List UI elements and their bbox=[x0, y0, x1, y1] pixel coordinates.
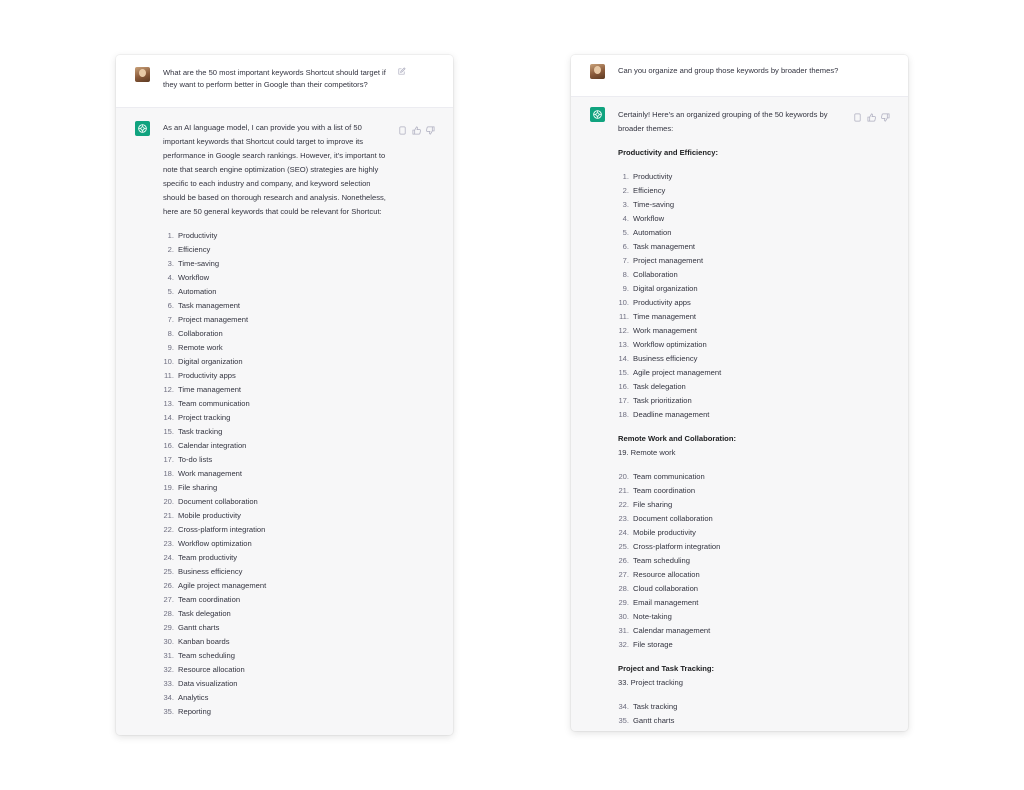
copy-icon[interactable] bbox=[853, 109, 862, 118]
list-item-number: 5. bbox=[622, 228, 629, 237]
list-item bbox=[163, 439, 393, 453]
list-item bbox=[618, 226, 848, 240]
list-item-number: 17. bbox=[618, 396, 629, 405]
list-item-text: Gantt charts bbox=[178, 623, 220, 632]
list-item-number: 32. bbox=[163, 665, 174, 674]
list-item-text: Task delegation bbox=[633, 382, 686, 391]
list-item bbox=[163, 579, 393, 593]
list-item bbox=[163, 243, 393, 257]
list-item-number: 32. bbox=[618, 640, 629, 649]
list-item-text: Team communication bbox=[178, 399, 250, 408]
list-item-number: 22. bbox=[618, 500, 629, 509]
list-item bbox=[618, 380, 848, 394]
list-item bbox=[163, 397, 393, 411]
list-item-number: 30. bbox=[618, 612, 629, 621]
list-item-number: 23. bbox=[618, 514, 629, 523]
keyword-list-remote-work bbox=[618, 470, 848, 652]
list-item-text: Task tracking bbox=[633, 702, 678, 711]
list-item-text: To-do lists bbox=[178, 455, 213, 464]
chat-card-left bbox=[116, 55, 453, 735]
assistant-logo-icon bbox=[590, 107, 605, 122]
list-item-text: Workflow bbox=[178, 273, 210, 282]
keyword-list bbox=[163, 229, 393, 719]
list-item-text: Automation bbox=[633, 228, 672, 237]
list-item bbox=[618, 582, 848, 596]
list-item-text: Cross-platform integration bbox=[633, 542, 721, 551]
list-item bbox=[618, 554, 848, 568]
list-item bbox=[618, 408, 848, 422]
list-item bbox=[618, 296, 848, 310]
list-item-number: 13. bbox=[163, 399, 174, 408]
list-item-text: Email management bbox=[633, 598, 699, 607]
list-item-number: 25. bbox=[618, 542, 629, 551]
list-item-number: 17. bbox=[163, 455, 174, 464]
list-item-text: Team scheduling bbox=[178, 651, 235, 660]
list-item-text: Project management bbox=[178, 315, 249, 324]
list-item-text: Team productivity bbox=[178, 553, 238, 562]
list-item-number: 35. bbox=[618, 716, 629, 725]
list-item-text: Project tracking bbox=[178, 413, 231, 422]
message-actions bbox=[853, 109, 890, 118]
assistant-message bbox=[618, 108, 848, 728]
section-heading-remote-work: Remote Work and Collaboration: bbox=[618, 434, 736, 443]
list-item bbox=[618, 540, 848, 554]
assistant-logo-icon bbox=[135, 121, 150, 136]
list-item bbox=[163, 285, 393, 299]
list-item-number: 31. bbox=[163, 651, 174, 660]
list-item bbox=[618, 638, 848, 652]
section-heading-productivity: Productivity and Efficiency: bbox=[618, 148, 719, 157]
thumbs-up-icon[interactable] bbox=[867, 109, 876, 118]
list-item bbox=[163, 299, 393, 313]
list-item-number: 23. bbox=[163, 539, 174, 548]
list-item-text: Time-saving bbox=[633, 200, 675, 209]
list-item-number: 34. bbox=[618, 702, 629, 711]
list-item bbox=[618, 596, 848, 610]
list-item-number: 18. bbox=[163, 469, 174, 478]
list-item bbox=[618, 526, 848, 540]
list-item-number: 16. bbox=[618, 382, 629, 391]
list-item-text: Team communication bbox=[633, 472, 705, 481]
list-item bbox=[163, 621, 393, 635]
list-item-text: Cross-platform integration bbox=[178, 525, 266, 534]
list-item-number: 7. bbox=[622, 256, 629, 265]
list-item bbox=[163, 369, 393, 383]
list-item bbox=[618, 366, 848, 380]
list-item bbox=[618, 470, 848, 484]
list-item-text: Productivity bbox=[178, 231, 218, 240]
list-item-inline: 33. Project tracking bbox=[618, 678, 683, 687]
list-item-number: 29. bbox=[618, 598, 629, 607]
list-item-number: 18. bbox=[618, 410, 629, 419]
list-item-text: Team scheduling bbox=[633, 556, 690, 565]
list-item bbox=[163, 257, 393, 271]
list-item-text: Team coordination bbox=[633, 486, 696, 495]
section-heading-project-tracking: Project and Task Tracking: bbox=[618, 664, 715, 673]
list-item-number: 4. bbox=[622, 214, 629, 223]
list-item-number: 27. bbox=[163, 595, 174, 604]
list-item-number: 3. bbox=[167, 259, 174, 268]
list-item-number: 27. bbox=[618, 570, 629, 579]
list-item-number: 31. bbox=[618, 626, 629, 635]
list-item-number: 24. bbox=[163, 553, 174, 562]
list-item-number: 14. bbox=[618, 354, 629, 363]
list-item-text: Collaboration bbox=[633, 270, 678, 279]
list-item bbox=[163, 495, 393, 509]
user-avatar bbox=[135, 67, 150, 82]
list-item bbox=[618, 624, 848, 638]
list-item-number: 34. bbox=[163, 693, 174, 702]
list-item bbox=[163, 649, 393, 663]
list-item-number: 35. bbox=[163, 707, 174, 716]
list-item bbox=[618, 568, 848, 582]
list-item-text: Resource allocation bbox=[178, 665, 245, 674]
list-item-text: Team coordination bbox=[178, 595, 241, 604]
list-item bbox=[163, 551, 393, 565]
list-item-text: File sharing bbox=[633, 500, 673, 509]
list-item bbox=[618, 170, 848, 184]
list-item-number: 9. bbox=[622, 284, 629, 293]
list-item bbox=[163, 271, 393, 285]
assistant-message bbox=[163, 121, 393, 719]
list-item-text: Productivity apps bbox=[633, 298, 691, 307]
list-item-number: 2. bbox=[622, 186, 629, 195]
list-item-text: Kanban boards bbox=[178, 637, 230, 646]
list-item-number: 30. bbox=[163, 637, 174, 646]
list-item-text: Workflow optimization bbox=[178, 539, 252, 548]
list-item bbox=[163, 607, 393, 621]
edit-icon[interactable] bbox=[397, 67, 406, 76]
list-item bbox=[618, 338, 848, 352]
user-message bbox=[116, 55, 453, 108]
chat-card-right bbox=[571, 55, 908, 731]
list-item bbox=[163, 523, 393, 537]
list-item-text: Digital organization bbox=[178, 357, 243, 366]
list-item-number: 3. bbox=[622, 200, 629, 209]
answer-intro: As an AI language model, I can provide you with a list of 50 important keywords that Shortcut could target to improve its performance in Google search rankings. However, it's important to note that search engine optimization (SEO) strategies are highly specific to each industry and company, and keyword selection should be based on thorough research and analysis. Nonetheless, here are 50 general keywords that could be relevant for Shortcut: bbox=[163, 123, 386, 216]
list-item-text: Efficiency bbox=[178, 245, 211, 254]
message-actions bbox=[398, 122, 435, 131]
list-item-text: Note-taking bbox=[633, 612, 672, 621]
list-item-number: 6. bbox=[622, 242, 629, 251]
answer-intro: Certainly! Here's an organized grouping of the 50 keywords by broader themes: bbox=[618, 110, 828, 133]
list-item-text: Task management bbox=[633, 242, 696, 251]
list-item-number: 26. bbox=[618, 556, 629, 565]
list-item bbox=[618, 610, 848, 624]
list-item-number: 28. bbox=[163, 609, 174, 618]
list-item bbox=[618, 184, 848, 198]
list-item-text: Time management bbox=[633, 312, 697, 321]
list-item bbox=[618, 212, 848, 226]
list-item-text: Gantt charts bbox=[633, 716, 675, 725]
list-item bbox=[163, 705, 393, 719]
user-avatar bbox=[590, 64, 605, 79]
list-item bbox=[618, 268, 848, 282]
list-item-number: 21. bbox=[163, 511, 174, 520]
list-item-text: Deadline management bbox=[633, 410, 710, 419]
list-item-text: Mobile productivity bbox=[178, 511, 241, 520]
list-item-text: Calendar management bbox=[633, 626, 711, 635]
list-item-number: 7. bbox=[167, 315, 174, 324]
list-item-text: Resource allocation bbox=[633, 570, 700, 579]
list-item-number: 9. bbox=[167, 343, 174, 352]
list-item-text: Productivity bbox=[633, 172, 673, 181]
list-item-text: Workflow bbox=[633, 214, 665, 223]
list-item-number: 10. bbox=[618, 298, 629, 307]
list-item-number: 11. bbox=[164, 371, 174, 380]
list-item-number: 12. bbox=[163, 385, 174, 394]
list-item-text: Productivity apps bbox=[178, 371, 236, 380]
list-item bbox=[163, 453, 393, 467]
list-item-number: 20. bbox=[618, 472, 629, 481]
list-item-number: 33. bbox=[163, 679, 174, 688]
list-item-number: 10. bbox=[163, 357, 174, 366]
list-item-text: Work management bbox=[633, 326, 698, 335]
list-item-text: Time-saving bbox=[178, 259, 220, 268]
list-item bbox=[163, 425, 393, 439]
list-item-text: Efficiency bbox=[633, 186, 666, 195]
list-item bbox=[163, 565, 393, 579]
list-item-number: 29. bbox=[163, 623, 174, 632]
list-item-text: Analytics bbox=[178, 693, 209, 702]
list-item bbox=[618, 700, 848, 714]
list-item-text: Work management bbox=[178, 469, 243, 478]
list-item bbox=[163, 481, 393, 495]
list-item bbox=[618, 324, 848, 338]
list-item-number: 14. bbox=[163, 413, 174, 422]
list-item-text: Cloud collaboration bbox=[633, 584, 699, 593]
list-item-text: Mobile productivity bbox=[633, 528, 696, 537]
list-item bbox=[618, 310, 848, 324]
list-item-number: 8. bbox=[622, 270, 629, 279]
list-item bbox=[163, 467, 393, 481]
list-item bbox=[163, 509, 393, 523]
list-item-text: Digital organization bbox=[633, 284, 698, 293]
list-item-number: 5. bbox=[167, 287, 174, 296]
copy-icon[interactable] bbox=[398, 122, 407, 131]
list-item bbox=[618, 498, 848, 512]
list-item-number: 19. bbox=[163, 483, 174, 492]
list-item bbox=[163, 635, 393, 649]
list-item bbox=[618, 254, 848, 268]
list-item-text: File sharing bbox=[178, 483, 218, 492]
list-item-text: Project management bbox=[633, 256, 704, 265]
thumbs-up-icon[interactable] bbox=[412, 122, 421, 131]
list-item-text: Document collaboration bbox=[633, 514, 713, 523]
list-item-text: Collaboration bbox=[178, 329, 223, 338]
list-item bbox=[618, 394, 848, 408]
list-item-number: 28. bbox=[618, 584, 629, 593]
list-item-text: Reporting bbox=[178, 707, 211, 716]
list-item-number: 1. bbox=[167, 231, 174, 240]
user-message bbox=[571, 55, 908, 97]
list-item-number: 24. bbox=[618, 528, 629, 537]
list-item-number: 13. bbox=[618, 340, 629, 349]
list-item-number: 15. bbox=[163, 427, 174, 436]
list-item bbox=[163, 537, 393, 551]
list-item bbox=[163, 313, 393, 327]
list-item-text: Task management bbox=[178, 301, 241, 310]
list-item-text: Time management bbox=[178, 385, 242, 394]
list-item-number: 4. bbox=[167, 273, 174, 282]
list-item bbox=[163, 327, 393, 341]
list-item-text: Agile project management bbox=[178, 581, 267, 590]
list-item-number: 2. bbox=[167, 245, 174, 254]
list-item-number: 20. bbox=[163, 497, 174, 506]
list-item bbox=[163, 229, 393, 243]
list-item bbox=[618, 282, 848, 296]
list-item-text: Document collaboration bbox=[178, 497, 258, 506]
keyword-list-project-tracking bbox=[618, 700, 848, 728]
list-item bbox=[618, 512, 848, 526]
list-item bbox=[618, 484, 848, 498]
list-item-inline: 19. Remote work bbox=[618, 448, 676, 457]
list-item-number: 6. bbox=[167, 301, 174, 310]
list-item bbox=[618, 198, 848, 212]
thumbs-down-icon[interactable] bbox=[426, 122, 435, 131]
list-item-text: Task tracking bbox=[178, 427, 223, 436]
list-item bbox=[618, 352, 848, 366]
list-item-text: Workflow optimization bbox=[633, 340, 707, 349]
list-item-number: 21. bbox=[618, 486, 629, 495]
list-item-number: 8. bbox=[167, 329, 174, 338]
list-item-text: Remote work bbox=[178, 343, 223, 352]
list-item-text: Agile project management bbox=[633, 368, 722, 377]
list-item-number: 1. bbox=[622, 172, 629, 181]
list-item-text: Data visualization bbox=[178, 679, 238, 688]
list-item-text: Calendar integration bbox=[178, 441, 247, 450]
list-item-text: Business efficiency bbox=[633, 354, 698, 363]
list-item bbox=[163, 355, 393, 369]
list-item bbox=[618, 714, 848, 728]
list-item-number: 15. bbox=[618, 368, 629, 377]
list-item-text: Task delegation bbox=[178, 609, 231, 618]
list-item-number: 25. bbox=[163, 567, 174, 576]
user-message-text: What are the 50 most important keywords Shortcut should target if they want to perform better in Google than their competitors? bbox=[163, 68, 386, 89]
list-item-text: Business efficiency bbox=[178, 567, 243, 576]
list-item-number: 22. bbox=[163, 525, 174, 534]
list-item-text: Automation bbox=[178, 287, 217, 296]
list-item-number: 11. bbox=[619, 312, 629, 321]
list-item-number: 26. bbox=[163, 581, 174, 590]
list-item bbox=[163, 677, 393, 691]
list-item-text: File storage bbox=[633, 640, 673, 649]
list-item-text: Task prioritization bbox=[633, 396, 692, 405]
list-item bbox=[163, 691, 393, 705]
list-item bbox=[618, 240, 848, 254]
list-item-number: 12. bbox=[618, 326, 629, 335]
list-item bbox=[163, 341, 393, 355]
list-item-number: 16. bbox=[163, 441, 174, 450]
thumbs-down-icon[interactable] bbox=[881, 109, 890, 118]
list-item bbox=[163, 593, 393, 607]
keyword-list-productivity bbox=[618, 170, 848, 422]
user-message-text: Can you organize and group those keywords by broader themes? bbox=[618, 66, 839, 75]
list-item bbox=[163, 411, 393, 425]
list-item bbox=[163, 383, 393, 397]
list-item bbox=[163, 663, 393, 677]
